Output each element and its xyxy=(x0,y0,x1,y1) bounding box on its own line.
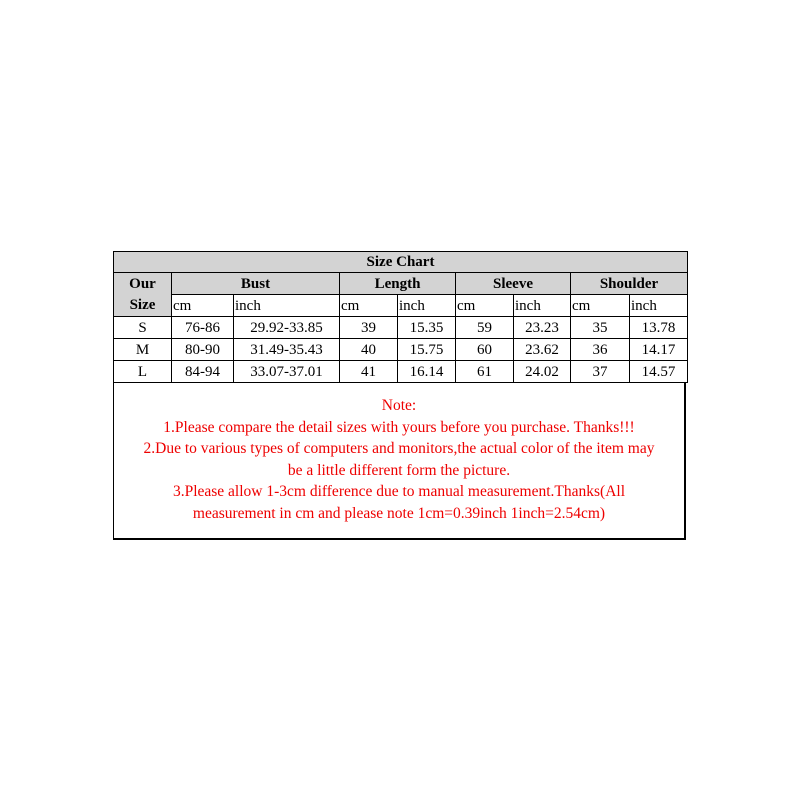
table-cell: 15.35 xyxy=(398,317,456,339)
table-cell: 23.23 xyxy=(514,317,571,339)
table-cell: 35 xyxy=(571,317,630,339)
unit-header: inch xyxy=(234,295,340,317)
table-cell: 39 xyxy=(340,317,398,339)
size-header-bottom: Size xyxy=(114,295,172,317)
notes-heading: Note: xyxy=(381,397,417,414)
note-line: 1.Please compare the detail sizes with yours before you purchase. Thanks!!! xyxy=(163,418,635,436)
bust-header: Bust xyxy=(172,273,340,295)
table-cell: 59 xyxy=(456,317,514,339)
sleeve-header: Sleeve xyxy=(456,273,571,295)
size-label: L xyxy=(114,361,172,383)
notes-section xyxy=(113,383,686,540)
table-cell: 60 xyxy=(456,339,514,361)
table-cell: 33.07-37.01 xyxy=(234,361,340,383)
length-header: Length xyxy=(340,273,456,295)
note-line: 2.Due to various types of computers and monitors,the actual color of the item may xyxy=(143,440,655,457)
size-label: M xyxy=(114,339,172,361)
table-cell: 23.62 xyxy=(514,339,571,361)
unit-header: cm xyxy=(456,295,514,317)
unit-header: cm xyxy=(571,295,630,317)
note-line: 3.Please allow 1-3cm difference due to manual measurement.Thanks(All xyxy=(172,483,626,500)
unit-header: inch xyxy=(630,295,688,317)
table-row xyxy=(114,339,688,361)
size-label: S xyxy=(114,317,172,339)
table-cell: 14.17 xyxy=(630,339,688,361)
note-line: measurement in cm and please note 1cm=0.39inch 1inch=2.54cm) xyxy=(192,504,606,522)
table-cell: 37 xyxy=(571,361,630,383)
table-cell: 16.14 xyxy=(398,361,456,383)
unit-header: inch xyxy=(514,295,571,317)
chart-title: Size Chart xyxy=(114,252,688,273)
table-cell: 24.02 xyxy=(514,361,571,383)
table-cell: 14.57 xyxy=(630,361,688,383)
table-cell: 61 xyxy=(456,361,514,383)
unit-header: inch xyxy=(398,295,456,317)
unit-header: cm xyxy=(172,295,234,317)
table-cell: 31.49-35.43 xyxy=(234,339,340,361)
table-cell: 84-94 xyxy=(172,361,234,383)
size-header-top: Our xyxy=(114,273,172,295)
unit-header: cm xyxy=(340,295,398,317)
table-cell: 36 xyxy=(571,339,630,361)
shoulder-header: Shoulder xyxy=(571,273,688,295)
size-chart-table xyxy=(113,251,688,383)
table-row xyxy=(114,317,688,339)
table-cell: 41 xyxy=(340,361,398,383)
note-line: be a little different form the picture. xyxy=(287,461,511,479)
table-cell: 15.75 xyxy=(398,339,456,361)
table-cell: 76-86 xyxy=(172,317,234,339)
table-cell: 80-90 xyxy=(172,339,234,361)
table-cell: 13.78 xyxy=(630,317,688,339)
table-cell: 40 xyxy=(340,339,398,361)
table-row xyxy=(114,361,688,383)
size-chart xyxy=(113,251,686,540)
table-cell: 29.92-33.85 xyxy=(234,317,340,339)
